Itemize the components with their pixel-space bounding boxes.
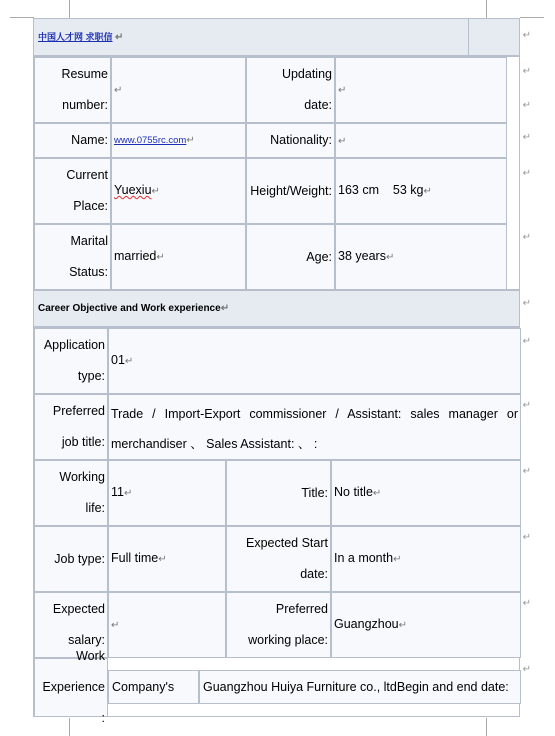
preferred-place-value: Guangzhou ↵ xyxy=(331,592,521,658)
margin-mark: ↵ xyxy=(522,298,531,309)
site-link[interactable]: 中国人才网 求职信 ↵ xyxy=(38,30,123,43)
section-title: Career Objective and Work experience ↵ xyxy=(38,303,229,314)
nationality-value xyxy=(335,123,507,158)
margin-mark: ↵ xyxy=(522,100,531,111)
height-weight-label: Height/Weight: xyxy=(246,158,335,224)
margin-mark: ↵ xyxy=(522,336,531,347)
section-header xyxy=(33,290,520,327)
margin-mark: ↵ xyxy=(522,598,531,609)
title-value: No title ↵ xyxy=(331,460,521,526)
job-type-value: Full time ↵ xyxy=(108,526,226,592)
updating-date-label: Updating date: xyxy=(246,57,335,123)
job-type-label: Job type: xyxy=(34,526,108,592)
expected-salary-value xyxy=(108,592,226,658)
crop-mark xyxy=(486,0,487,18)
working-life-value: 11 ↵ xyxy=(108,460,226,526)
name-value[interactable] xyxy=(111,123,246,158)
nationality-label: Nationality: xyxy=(246,123,335,158)
crop-mark xyxy=(486,718,487,736)
crop-mark xyxy=(520,17,544,18)
margin-mark: ↵ xyxy=(522,532,531,543)
current-place-label: Current Place: xyxy=(34,158,111,224)
current-place-value: Yuexiu ↵ xyxy=(111,158,246,224)
preferred-job-label: Preferred job title: xyxy=(34,394,108,460)
resume-number-label: Resume number: xyxy=(34,57,111,123)
name-label: Name: xyxy=(34,123,111,158)
expected-salary-label: Expected salary: xyxy=(34,592,108,658)
resume-number-value xyxy=(111,57,246,123)
title-label: Title: xyxy=(226,460,331,526)
working-life-label: Working life: xyxy=(34,460,108,526)
age-value: 38 years ↵ xyxy=(335,224,507,290)
margin-mark: ↵ xyxy=(522,30,531,41)
work-experience-label: Work Experience : xyxy=(34,658,108,717)
margin-mark: ↵ xyxy=(522,232,531,243)
crop-mark xyxy=(10,17,34,18)
margin-mark: ↵ xyxy=(522,132,531,143)
margin-mark: ↵ xyxy=(522,66,531,77)
margin-mark: ↵ xyxy=(522,466,531,477)
company-value: Guangzhou Huiya Furniture co., ltdBegin and end date: xyxy=(199,670,521,704)
company-label: Company's xyxy=(108,670,199,704)
updating-date-value xyxy=(335,57,507,123)
margin-mark: ↵ xyxy=(522,168,531,179)
header-bar xyxy=(33,18,520,56)
expected-start-value: In a month ↵ xyxy=(331,526,521,592)
application-type-value: 01 ↵ xyxy=(108,328,521,394)
age-label: Age: xyxy=(246,224,335,290)
margin-mark: ↵ xyxy=(522,400,531,411)
height-weight-value: 163 cm 53 kg ↵ xyxy=(335,158,507,224)
marital-status-label: Marital Status: xyxy=(34,224,111,290)
preferred-job-value: Trade / Import-Export commissioner / Assistant: sales manager or merchandiser 、 Sales Assistant: 、 : xyxy=(108,394,521,460)
expected-start-label: Expected Start date: xyxy=(226,526,331,592)
crop-mark xyxy=(69,0,70,18)
margin-mark: ↵ xyxy=(522,664,531,675)
marital-status-value: married ↵ xyxy=(111,224,246,290)
preferred-place-label: Preferred working place: xyxy=(226,592,331,658)
name-link[interactable]: www.0755rc.com xyxy=(114,134,187,146)
application-type-label: Application type: xyxy=(34,328,108,394)
